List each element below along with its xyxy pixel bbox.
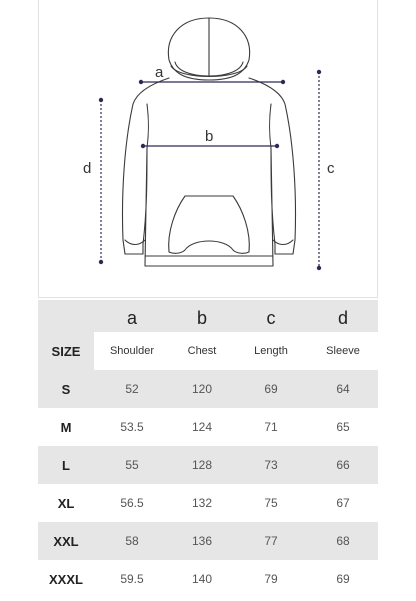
- left-cuff: [125, 240, 145, 245]
- length-header: Length: [234, 332, 308, 370]
- letter-c: c: [266, 307, 276, 328]
- size-label: XXL: [53, 533, 79, 549]
- letter-b: b: [196, 307, 207, 328]
- size-label: M: [60, 419, 72, 435]
- sleeve-value: 69: [336, 572, 350, 586]
- right-cuff: [273, 240, 293, 245]
- chest-value: 132: [191, 496, 213, 510]
- shoulder-value: 53.5: [120, 420, 144, 434]
- hoodie-body: [122, 78, 295, 266]
- shoulder-value: 52: [125, 382, 139, 396]
- length-value: 71: [264, 420, 278, 434]
- length-dim-label: c: [327, 160, 335, 177]
- left-shoulder-seam: [147, 104, 149, 148]
- sleeve-header: Sleeve: [308, 332, 378, 370]
- shoulder-dim-label: a: [155, 64, 164, 81]
- shoulder-value: 56.5: [120, 496, 144, 510]
- table-row: [38, 446, 378, 484]
- sleeve-value: 68: [336, 534, 350, 548]
- chest-value: 128: [191, 458, 213, 472]
- length-value: 73: [264, 458, 278, 472]
- sleeve-value: 67: [336, 496, 350, 510]
- letter-a: a: [126, 307, 137, 328]
- shoulder-header: Shoulder: [94, 332, 170, 370]
- hoodie-diagram: [38, 0, 378, 298]
- size-chart-table: [38, 300, 378, 598]
- sleeve-value: 64: [336, 382, 350, 396]
- table-row: [38, 522, 378, 560]
- chest-value: 136: [191, 534, 213, 548]
- length-value: 79: [264, 572, 278, 586]
- chest-value: 120: [191, 382, 213, 396]
- sleeve-dim-label: d: [83, 160, 92, 177]
- table-row: [38, 560, 378, 598]
- table-row: [38, 484, 378, 522]
- length-value: 69: [264, 382, 278, 396]
- sleeve-value: 65: [336, 420, 350, 434]
- table-row: [38, 408, 378, 446]
- column-header-row: [38, 332, 378, 370]
- chest-value: 140: [191, 572, 213, 586]
- kangaroo-pocket: [169, 196, 250, 253]
- shoulder-value: 58: [125, 534, 139, 548]
- length-value: 77: [264, 534, 278, 548]
- table-row: [38, 370, 378, 408]
- hoodie-illustration: [39, 0, 379, 298]
- size-header: SIZE: [38, 332, 94, 370]
- shoulder-value: 55: [125, 458, 139, 472]
- letter-header-row: [38, 300, 378, 332]
- shoulder-value: 59.5: [120, 572, 144, 586]
- length-value: 75: [264, 496, 278, 510]
- size-label: XL: [57, 495, 75, 511]
- chest-value: 124: [191, 420, 213, 434]
- size-label: XXXL: [49, 571, 83, 587]
- sleeve-value: 66: [336, 458, 350, 472]
- letter-d: d: [337, 307, 348, 328]
- right-shoulder-seam: [270, 104, 272, 148]
- size-label: L: [62, 457, 70, 473]
- size-label: S: [61, 381, 71, 397]
- chest-dim-label: b: [205, 128, 214, 145]
- chest-header: Chest: [170, 332, 234, 370]
